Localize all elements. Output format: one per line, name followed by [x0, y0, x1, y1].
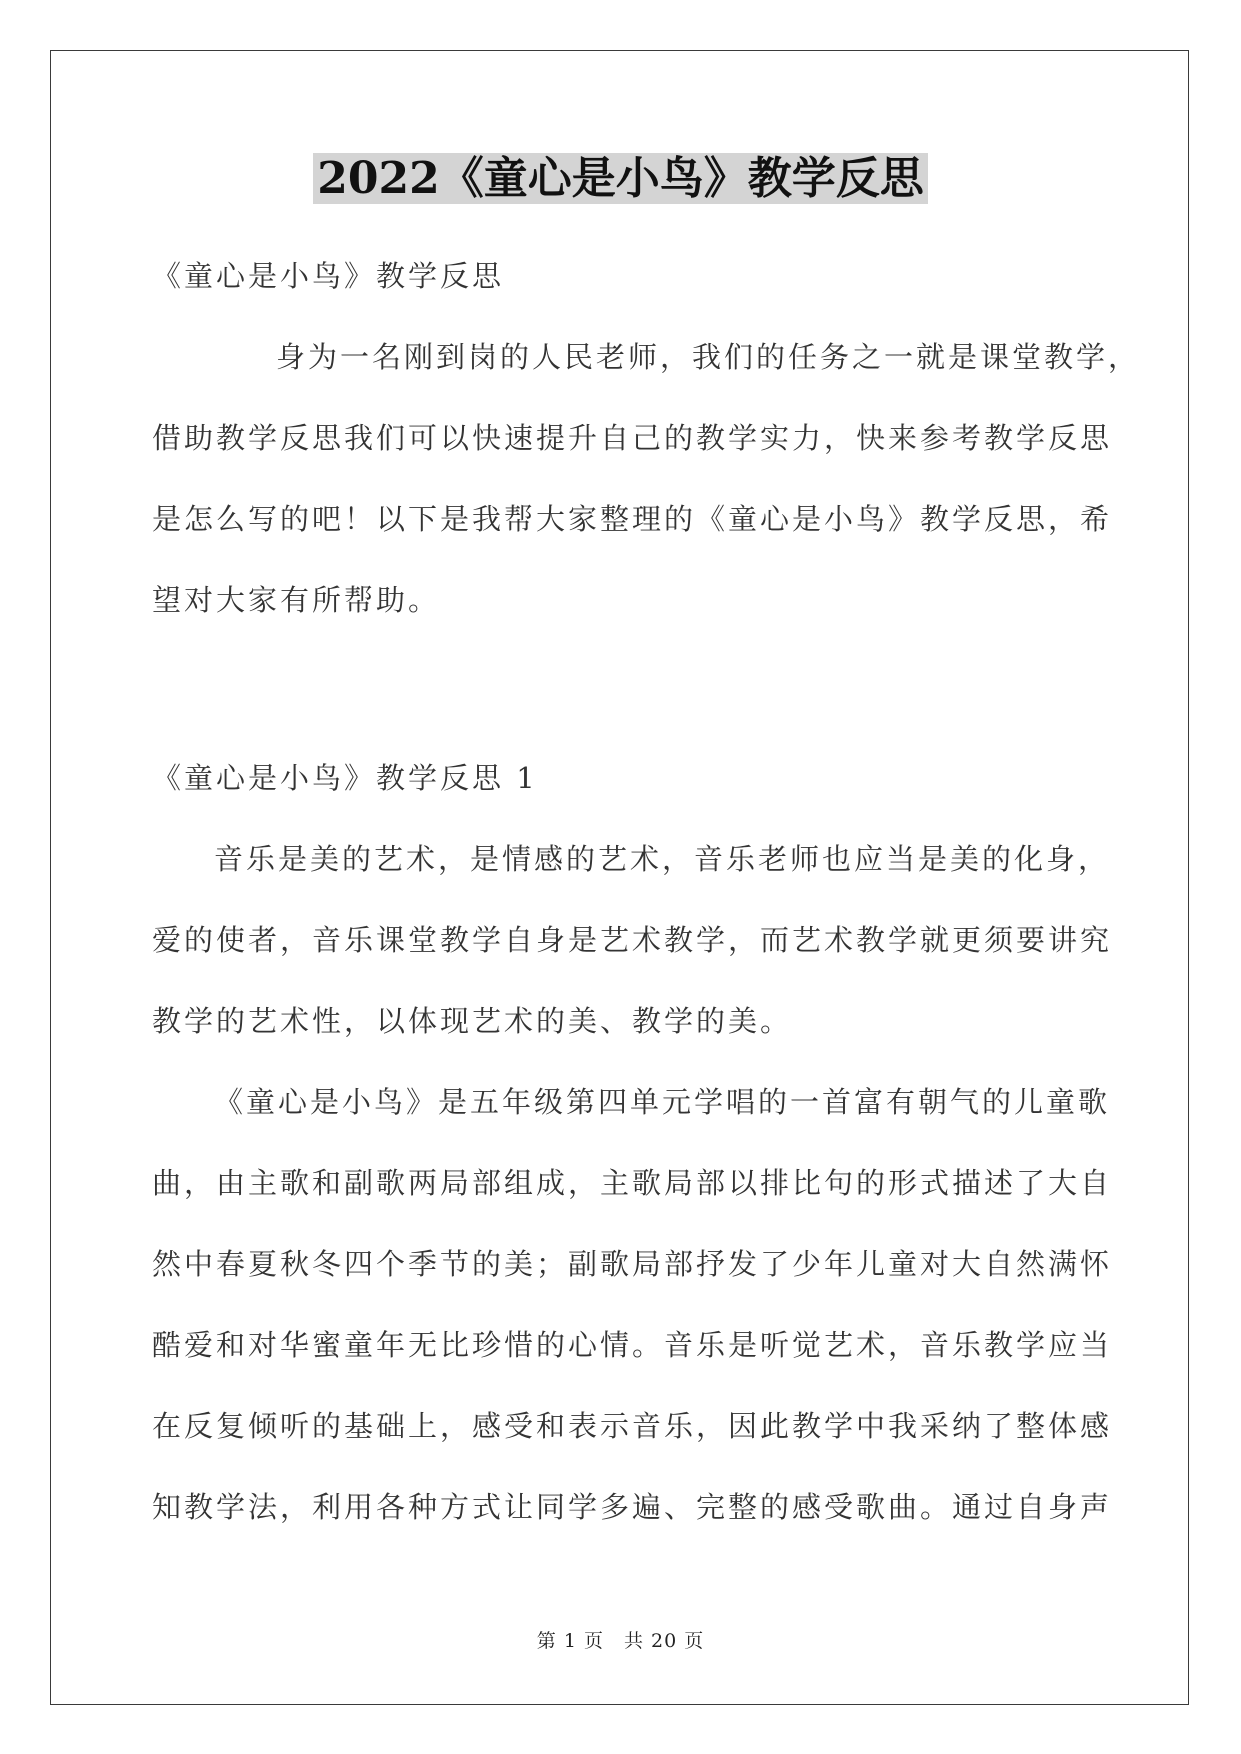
paragraph-line: 《童心是小鸟》是五年级第四单元学唱的一首富有朝气的儿童歌 — [214, 1085, 1111, 1119]
section-heading: 《童心是小鸟》教学反思 1 — [152, 761, 538, 795]
intro-line: 借助教学反思我们可以快速提升自己的教学实力，快来参考教学反思 — [152, 421, 1113, 455]
page-number-footer: 第 1 页 共 20 页 — [536, 1630, 705, 1652]
document-title-text: 2022《童心是小鸟》教学反思 — [313, 153, 927, 204]
document-title — [0, 148, 1241, 210]
paragraph-line: 然中春夏秋冬四个季节的美；副歌局部抒发了少年儿童对大自然满怀 — [152, 1247, 1113, 1281]
paragraph-line: 酷爱和对华蜜童年无比珍惜的心情。音乐是听觉艺术，音乐教学应当 — [152, 1328, 1113, 1362]
paragraph-line: 音乐是美的艺术，是情感的艺术，音乐老师也应当是美的化身， — [214, 842, 1111, 876]
intro-line: 是怎么写的吧！以下是我帮大家整理的《童心是小鸟》教学反思，希 — [152, 502, 1113, 536]
paragraph-line: 爱的使者，音乐课堂教学自身是艺术教学，而艺术教学就更须要讲究 — [152, 923, 1113, 957]
paragraph-line: 曲，由主歌和副歌两局部组成，主歌局部以排比句的形式描述了大自 — [152, 1166, 1113, 1200]
paragraph-line: 教学的艺术性，以体现艺术的美、教学的美。 — [152, 1004, 793, 1038]
paragraph-line: 知教学法，利用各种方式让同学多遍、完整的感受歌曲。通过自身声 — [152, 1490, 1113, 1524]
intro-line: 望对大家有所帮助。 — [152, 583, 441, 617]
intro-block — [152, 236, 1141, 641]
document-subtitle: 《童心是小鸟》教学反思 — [152, 259, 505, 293]
section-1 — [152, 738, 1113, 1548]
paragraph-line: 在反复倾听的基础上，感受和表示音乐，因此教学中我采纳了整体感 — [152, 1409, 1113, 1443]
intro-line: 身为一名刚到岗的人民老师，我们的任务之一就是课堂教学， — [276, 340, 1141, 374]
